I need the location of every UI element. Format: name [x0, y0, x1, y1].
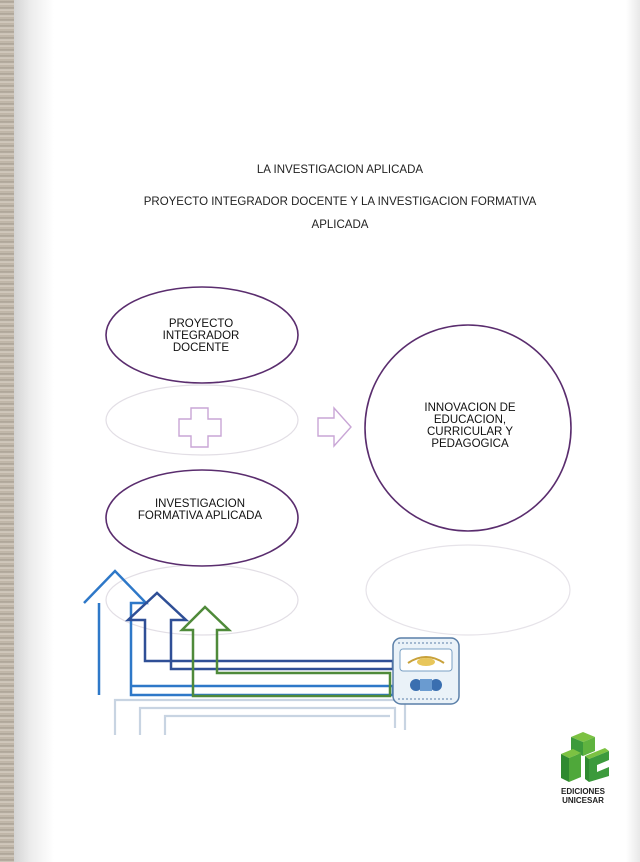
- node-label-investigacion: INVESTIGACION FORMATIVA APLICADA: [137, 498, 263, 522]
- page-subtitle-continued: APLICADA: [311, 219, 369, 231]
- ellipse-reflection: [106, 565, 298, 635]
- unicesar-cube-icon: [553, 732, 613, 787]
- publisher-name-line1: EDICIONES: [560, 787, 605, 796]
- navy-arrow: [128, 593, 393, 669]
- node-label-proyecto: PROYECTO INTEGRADOR DOCENTE: [162, 318, 240, 354]
- green-arrow: [182, 607, 390, 696]
- publisher-name-line2: UNICESAR: [562, 796, 604, 805]
- page-title: LA INVESTIGACION APLICADA: [256, 164, 424, 176]
- plus-icon: [179, 408, 221, 447]
- circle-reflection: [366, 545, 570, 635]
- ediciones-unicesar-logo: [548, 732, 618, 805]
- node-label-innovacion: INNOVACION DE EDUCACION, CURRICULAR Y PEDAGOGICA: [424, 402, 516, 450]
- page-subtitle: PROYECTO INTEGRADOR DOCENTE Y LA INVESTIGACION FORMATIVA: [143, 196, 537, 208]
- university-seal-icon: [390, 635, 462, 707]
- right-arrow-icon: [318, 408, 351, 446]
- arrow-underlay: [115, 700, 405, 735]
